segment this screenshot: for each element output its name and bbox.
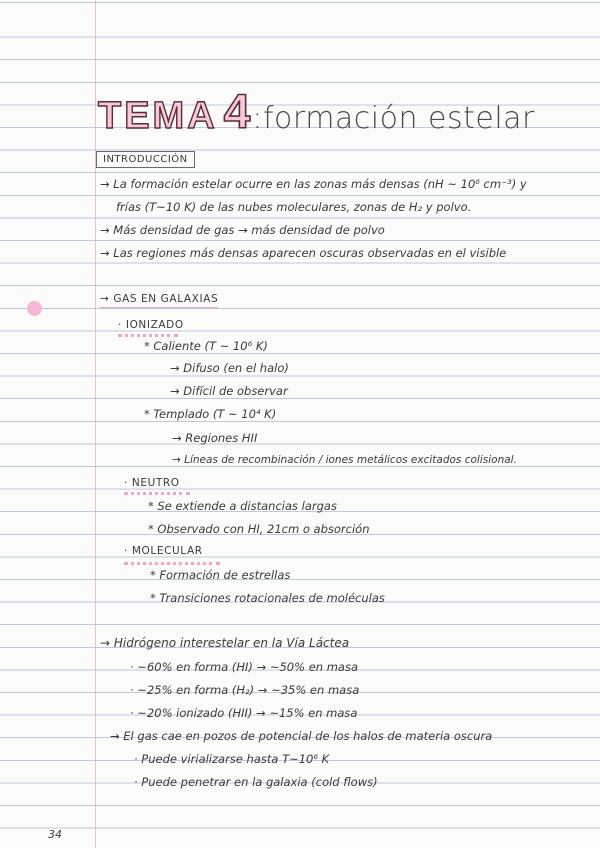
binder-hole <box>27 301 42 316</box>
ionizado-item: → Regiones HII <box>172 431 258 445</box>
halo-line: → El gas cae en pozos de potencial de los halos de materia oscura <box>110 729 493 743</box>
hidrogeno-item: · ~20% ionizado (HII) → ~15% en masa <box>130 706 358 720</box>
neutro-dotted-underline <box>124 492 190 495</box>
intro-heading: INTRODUCCIÓN <box>96 151 195 168</box>
neutro-label: · NEUTRO <box>124 477 180 489</box>
gas-heading <box>100 293 218 305</box>
halo-item: · Puede virializarse hasta T~10⁶ K <box>134 752 330 766</box>
intro-line: → Más densidad de gas → más densidad de polvo <box>100 223 385 237</box>
ionizado-dotted-underline <box>118 334 178 337</box>
ionizado-item: → Líneas de recombinación / iones metálicos excitados colisional. <box>172 454 517 466</box>
title-number: 4 <box>223 86 251 139</box>
hidrogeno-heading: → Hidrógeno interestelar en la Vía Láctea <box>100 636 350 650</box>
ionizado-item: * Caliente (T ~ 10⁶ K) <box>144 339 268 353</box>
hidrogeno-item: · ~25% en forma (H₂) → ~35% en masa <box>130 683 360 697</box>
intro-line: frías (T~10 K) de las nubes moleculares, zonas de H₂ y polvo. <box>116 200 472 214</box>
page-title <box>98 85 535 145</box>
ionizado-item: → Difícil de observar <box>170 384 288 398</box>
page-number: 34 <box>48 828 62 841</box>
ionizado-item: * Templado (T ~ 10⁴ K) <box>144 407 277 421</box>
molecular-item: * Transiciones rotacionales de moléculas <box>150 591 385 605</box>
molecular-label: · MOLECULAR <box>124 545 203 557</box>
halo-item: · Puede penetrar en la galaxia (cold flows) <box>134 775 378 789</box>
hidrogeno-item: · ~60% en forma (HI) → ~50% en masa <box>130 660 359 674</box>
ionizado-label: · IONIZADO <box>118 319 184 331</box>
ionizado-item: → Difuso (en el halo) <box>170 361 289 375</box>
molecular-item: * Formación de estrellas <box>150 568 291 582</box>
title-subject: :formación estelar <box>252 101 535 136</box>
title-tema: TEMA <box>98 95 218 137</box>
molecular-dotted-underline <box>124 562 220 565</box>
neutro-item: * Observado con HI, 21cm o absorción <box>148 522 370 536</box>
neutro-item: * Se extiende a distancias largas <box>148 499 337 513</box>
gas-heading-text: → GAS EN GALAXIAS <box>100 293 218 308</box>
intro-line: → La formación estelar ocurre en las zonas más densas (nH ~ 10⁶ cm⁻³) y <box>100 177 527 191</box>
intro-line: → Las regiones más densas aparecen oscuras observadas en el visible <box>100 246 507 260</box>
